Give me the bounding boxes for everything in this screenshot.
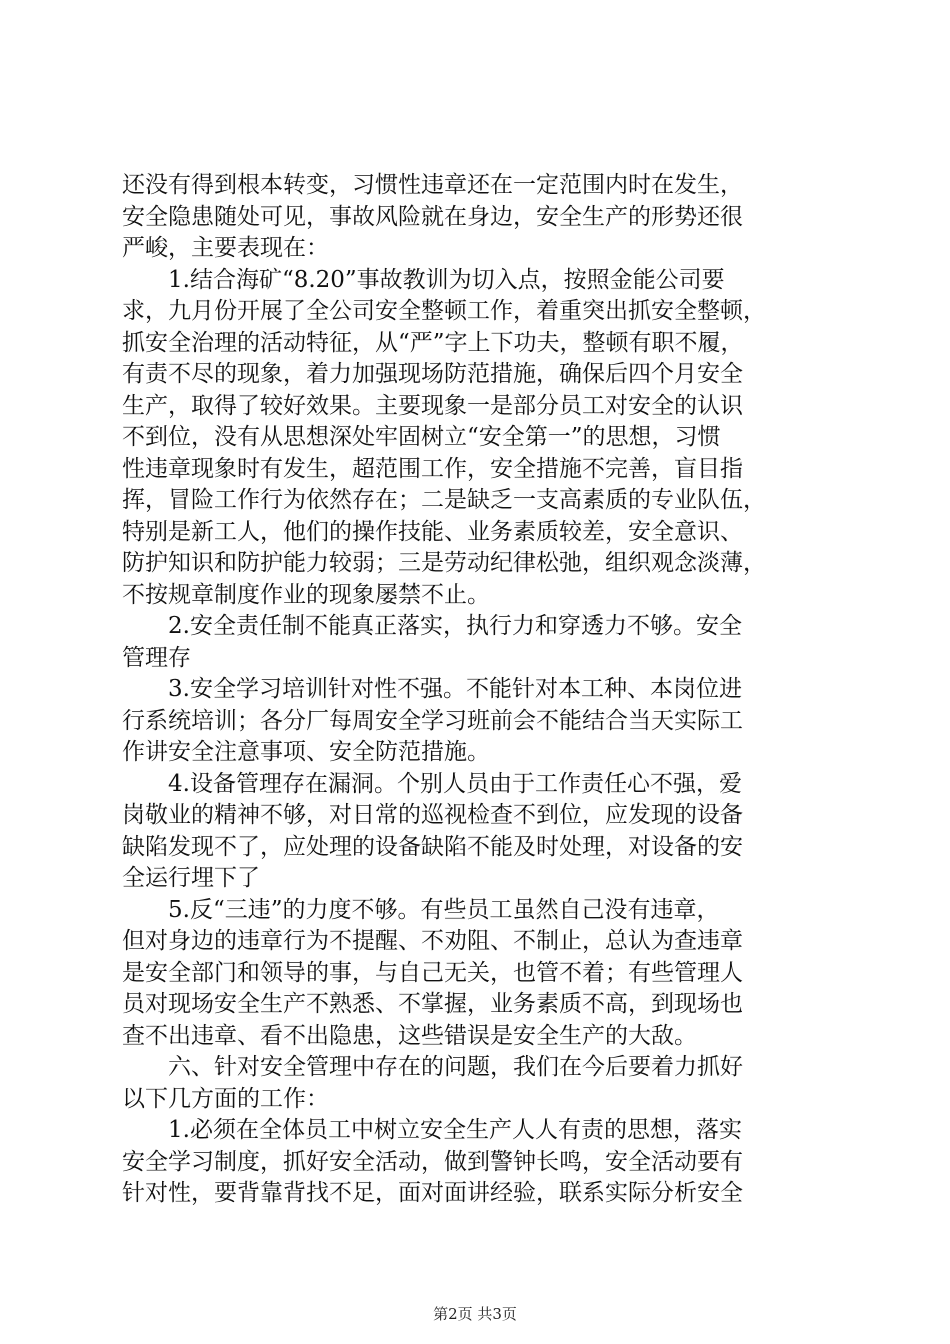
text-line: 性违章现象时有发生，超范围工作，安全措施不完善，盲目指 (122, 455, 743, 482)
text-line: 挥，冒险工作行为依然存在；二是缺乏一支高素质的专业队伍， (122, 487, 766, 513)
text-line: 3.安全学习培训针对性不强。不能针对本工种、本岗位进 (168, 676, 742, 702)
text-line: 不按规章制度作业的现象屡禁不止。 (122, 581, 490, 608)
text-line: 作讲安全注意事项、安全防范措施。 (122, 739, 490, 765)
text-line: 防护知识和防护能力较弱；三是劳动纪律松弛，组织观念淡薄， (122, 550, 766, 576)
text-line: 2.安全责任制不能真正落实，执行力和穿透力不够。安全 (168, 613, 742, 639)
text-line: 缺陷发现不了，应处理的设备缺陷不能及时处理，对设备的安 (122, 833, 743, 860)
text-line: 有责不尽的现象，着力加强现场防范措施，确保后四个月安全 (122, 361, 743, 387)
text-line: 但对身边的违章行为不提醒、不劝阻、不制止，总认为查违章 (122, 928, 743, 954)
text-line: 行系统培训；各分厂每周安全学习班前会不能结合当天实际工 (122, 707, 743, 734)
text-line: 抓安全治理的活动特征，从“严”字上下功夫，整顿有职不履， (122, 329, 744, 356)
text-line: 生产，取得了较好效果。主要现象一是部分员工对安全的认识 (122, 392, 743, 419)
text-line: 还没有得到根本转变，习惯性违章还在一定范围内时在发生， (122, 172, 743, 198)
text-line: 六、针对安全管理中存在的问题，我们在今后要着力抓好 (168, 1054, 743, 1080)
text-line: 不到位，没有从思想深处牢固树立“安全第一”的思想，习惯 (122, 424, 721, 450)
document-body (122, 170, 832, 1210)
text-line: 员对现场安全生产不熟悉、不掌握，业务素质不高，到现场也 (122, 991, 743, 1017)
text-line: 全运行埋下了 (122, 865, 260, 891)
text-line: 特别是新工人，他们的操作技能、业务素质较差，安全意识、 (122, 518, 743, 545)
text-line: 5.反“三违”的力度不够。有些员工虽然自己没有违章， (168, 896, 720, 923)
text-line: 管理存 (122, 644, 191, 671)
text-line: 安全学习制度，抓好安全活动，做到警钟长鸣，安全活动要有 (122, 1148, 743, 1175)
text-line: 安全隐患随处可见，事故风险就在身边，安全生产的形势还很 (122, 203, 743, 230)
page-footer: 第2页 共3页 (433, 1305, 517, 1323)
text-line: 以下几方面的工作： (122, 1085, 329, 1112)
text-line: 严峻，主要表现在： (122, 235, 329, 261)
text-line: 是安全部门和领导的事，与自己无关，也管不着；有些管理人 (122, 959, 743, 986)
text-line: 求，九月份开展了全公司安全整顿工作，着重突出抓安全整顿， (122, 298, 766, 324)
text-line: 1.必须在全体员工中树立安全生产人人有责的思想，落实 (168, 1117, 742, 1143)
text-line: 4.设备管理存在漏洞。个别人员由于工作责任心不强，爱 (168, 770, 742, 797)
text-line: 1.结合海矿“8.20”事故教训为切入点，按照金能公司要 (168, 266, 725, 293)
text-line: 岗敬业的精神不够，对日常的巡视检查不到位，应发现的设备 (122, 802, 743, 828)
text-line: 查不出违章、看不出隐患，这些错误是安全生产的大敌。 (122, 1022, 697, 1049)
text-line: 针对性，要背靠背找不足，面对面讲经验，联系实际分析安全 (122, 1180, 743, 1206)
